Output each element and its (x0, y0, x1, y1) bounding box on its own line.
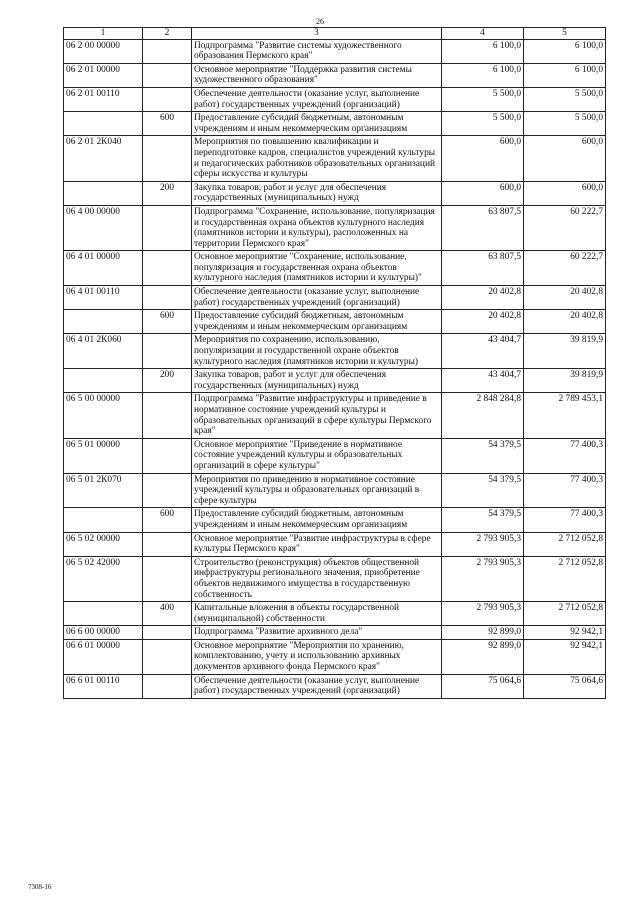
value-2018-cell: 39 819,9 (524, 334, 606, 369)
table-row (64, 181, 606, 205)
table-row (64, 310, 606, 334)
code-cell: 06 6 01 00000 (64, 639, 143, 674)
footer-code: 7308-16 (28, 883, 52, 891)
table-row (64, 639, 606, 674)
name-cell: Основное мероприятие "Поддержка развития системы художественного образования" (192, 63, 442, 87)
value-2017-cell: 2 793 905,3 (442, 556, 524, 601)
type-cell (143, 438, 192, 473)
table-row (64, 473, 606, 508)
name-cell: Предоставление субсидий бюджетным, автономным учреждениям и иным некоммерческим организациям (192, 310, 442, 334)
table-row (64, 87, 606, 111)
type-cell (143, 674, 192, 698)
code-cell (64, 508, 143, 532)
value-2017-cell: 54 379,5 (442, 473, 524, 508)
value-2018-cell: 2 712 052,8 (524, 532, 606, 556)
type-cell: 400 (143, 602, 192, 626)
type-cell (143, 532, 192, 556)
value-2017-cell: 92 899,0 (442, 639, 524, 674)
table-body (64, 39, 606, 698)
name-cell: Обеспечение деятельности (оказание услуг, выполнение работ) государственных учреждений (организаций) (192, 87, 442, 111)
value-2017-cell: 600,0 (442, 136, 524, 181)
value-2017-cell: 75 064,6 (442, 674, 524, 698)
name-cell: Основное мероприятие "Мероприятия по хранению, комплектованию, учету и использованию архивных документов архивного фонда Пермского края" (192, 639, 442, 674)
type-cell (143, 87, 192, 111)
name-cell: Предоставление субсидий бюджетным, автономным учреждениям и иным некоммерческим организациям (192, 112, 442, 136)
value-2018-cell: 5 500,0 (524, 87, 606, 111)
value-2018-cell: 5 500,0 (524, 112, 606, 136)
code-cell: 06 5 02 00000 (64, 532, 143, 556)
table-row (64, 438, 606, 473)
name-cell: Закупка товаров, работ и услуг для обеспечения государственных (муниципальных) нужд (192, 181, 442, 205)
code-cell: 06 6 00 00000 (64, 626, 143, 640)
value-2018-cell: 77 400,3 (524, 508, 606, 532)
value-2017-cell: 2 793 905,3 (442, 532, 524, 556)
value-2017-cell: 5 500,0 (442, 87, 524, 111)
value-2018-cell: 2 712 052,8 (524, 556, 606, 601)
value-2017-cell: 43 404,7 (442, 334, 524, 369)
value-2018-cell: 20 402,8 (524, 310, 606, 334)
type-cell (143, 639, 192, 674)
type-cell (143, 626, 192, 640)
value-2017-cell: 54 379,5 (442, 438, 524, 473)
table-row (64, 112, 606, 136)
name-cell: Подпрограмма "Развитие архивного дела" (192, 626, 442, 640)
value-2017-cell: 54 379,5 (442, 508, 524, 532)
value-2018-cell: 6 100,0 (524, 63, 606, 87)
code-cell (64, 602, 143, 626)
column-header-4: 4 (442, 28, 524, 40)
type-cell (143, 473, 192, 508)
value-2017-cell: 92 899,0 (442, 626, 524, 640)
value-2018-cell: 77 400,3 (524, 473, 606, 508)
code-cell: 06 5 02 42000 (64, 556, 143, 601)
type-cell (143, 334, 192, 369)
name-cell: Мероприятия по повышению квалификации и переподготовке кадров, специалистов учреждений культуры и педагогических работников образовательных организаций сферы искусства и культуры (192, 136, 442, 181)
value-2018-cell: 75 064,6 (524, 674, 606, 698)
code-cell: 06 4 01 00000 (64, 251, 143, 286)
code-cell: 06 6 01 00110 (64, 674, 143, 698)
value-2017-cell: 600,0 (442, 181, 524, 205)
name-cell: Подпрограмма "Развитие инфраструктуры и приведение в нормативное состояние учреждений культуры и образовательных организаций в сфере культуры Пермского края" (192, 393, 442, 438)
type-cell (143, 286, 192, 310)
value-2017-cell: 2 793 905,3 (442, 602, 524, 626)
value-2018-cell: 2 789 453,1 (524, 393, 606, 438)
name-cell: Закупка товаров, работ и услуг для обеспечения государственных (муниципальных) нужд (192, 369, 442, 393)
value-2017-cell: 43 404,7 (442, 369, 524, 393)
name-cell: Мероприятия по приведению в нормативное состояние учреждений культуры и образовательных организаций в сфере культуры (192, 473, 442, 508)
value-2017-cell: 20 402,8 (442, 286, 524, 310)
table-row (64, 508, 606, 532)
value-2018-cell: 2 712 052,8 (524, 602, 606, 626)
header-row (64, 28, 606, 40)
type-cell (143, 63, 192, 87)
value-2018-cell: 92 942,1 (524, 639, 606, 674)
value-2018-cell: 600,0 (524, 181, 606, 205)
table-row (64, 602, 606, 626)
code-cell: 06 5 01 00000 (64, 438, 143, 473)
value-2017-cell: 6 100,0 (442, 39, 524, 63)
value-2017-cell: 2 848 284,8 (442, 393, 524, 438)
value-2018-cell: 20 402,8 (524, 286, 606, 310)
table-row (64, 39, 606, 63)
table-row (64, 626, 606, 640)
name-cell: Строительство (реконструкция) объектов общественной инфраструктуры регионального значения, приобретение объектов недвижимого имущества в государственную собственность (192, 556, 442, 601)
type-cell: 600 (143, 112, 192, 136)
type-cell (143, 556, 192, 601)
name-cell: Обеспечение деятельности (оказание услуг, выполнение работ) государственных учреждений (организаций) (192, 286, 442, 310)
table-row (64, 532, 606, 556)
value-2018-cell: 77 400,3 (524, 438, 606, 473)
value-2018-cell: 39 819,9 (524, 369, 606, 393)
name-cell: Обеспечение деятельности (оказание услуг, выполнение работ) государственных учреждений (организаций) (192, 674, 442, 698)
name-cell: Подпрограмма "Развитие системы художественного образования Пермского края" (192, 39, 442, 63)
type-cell: 200 (143, 369, 192, 393)
value-2018-cell: 60 222,7 (524, 251, 606, 286)
code-cell: 06 4 01 00110 (64, 286, 143, 310)
value-2018-cell: 600,0 (524, 136, 606, 181)
value-2017-cell: 63 807,5 (442, 205, 524, 250)
code-cell: 06 5 00 00000 (64, 393, 143, 438)
name-cell: Предоставление субсидий бюджетным, автономным учреждениям и иным некоммерческим организациям (192, 508, 442, 532)
type-cell (143, 205, 192, 250)
type-cell (143, 39, 192, 63)
value-2017-cell: 63 807,5 (442, 251, 524, 286)
name-cell: Основное мероприятие "Приведение в нормативное состояние учреждений культуры и образовательных организаций в сфере культуры" (192, 438, 442, 473)
type-cell: 600 (143, 310, 192, 334)
table-row (64, 205, 606, 250)
table-row (64, 136, 606, 181)
code-cell: 06 2 00 00000 (64, 39, 143, 63)
table-row (64, 393, 606, 438)
type-cell (143, 136, 192, 181)
code-cell (64, 181, 143, 205)
type-cell: 200 (143, 181, 192, 205)
code-cell: 06 5 01 2К070 (64, 473, 143, 508)
table-row (64, 334, 606, 369)
table-row (64, 63, 606, 87)
value-2017-cell: 20 402,8 (442, 310, 524, 334)
code-cell (64, 112, 143, 136)
table-row (64, 674, 606, 698)
column-header-5: 5 (524, 28, 606, 40)
table-row (64, 556, 606, 601)
value-2018-cell: 60 222,7 (524, 205, 606, 250)
name-cell: Капитальные вложения в объекты государственной (муниципальной) собственности (192, 602, 442, 626)
type-cell (143, 393, 192, 438)
code-cell (64, 369, 143, 393)
table-row (64, 369, 606, 393)
column-header-2: 2 (143, 28, 192, 40)
column-header-3: 3 (192, 28, 442, 40)
name-cell: Основное мероприятие "Развитие инфраструктуры в сфере культуры Пермского края" (192, 532, 442, 556)
value-2018-cell: 6 100,0 (524, 39, 606, 63)
code-cell (64, 310, 143, 334)
value-2017-cell: 6 100,0 (442, 63, 524, 87)
page-number: 26 (316, 17, 324, 26)
type-cell (143, 251, 192, 286)
code-cell: 06 4 00 00000 (64, 205, 143, 250)
budget-table (63, 27, 606, 699)
column-header-1: 1 (64, 28, 143, 40)
name-cell: Подпрограмма "Сохранение, использование, популяризация и государственная охрана объектов культурного наследия (памятников истории и культуры), расположенных на территории Пермского края" (192, 205, 442, 250)
name-cell: Основное мероприятие "Сохранение, использование, популяризация и государственная охрана объектов культурного наследия (памятников истории и культуры)" (192, 251, 442, 286)
code-cell: 06 2 01 2К040 (64, 136, 143, 181)
code-cell: 06 2 01 00110 (64, 87, 143, 111)
code-cell: 06 4 01 2К060 (64, 334, 143, 369)
table-row (64, 286, 606, 310)
table-row (64, 251, 606, 286)
value-2018-cell: 92 942,1 (524, 626, 606, 640)
name-cell: Мероприятия по сохранению, использованию, популяризации и государственной охране объектов культурного наследия (памятников истории и культуры) (192, 334, 442, 369)
code-cell: 06 2 01 00000 (64, 63, 143, 87)
value-2017-cell: 5 500,0 (442, 112, 524, 136)
type-cell: 600 (143, 508, 192, 532)
